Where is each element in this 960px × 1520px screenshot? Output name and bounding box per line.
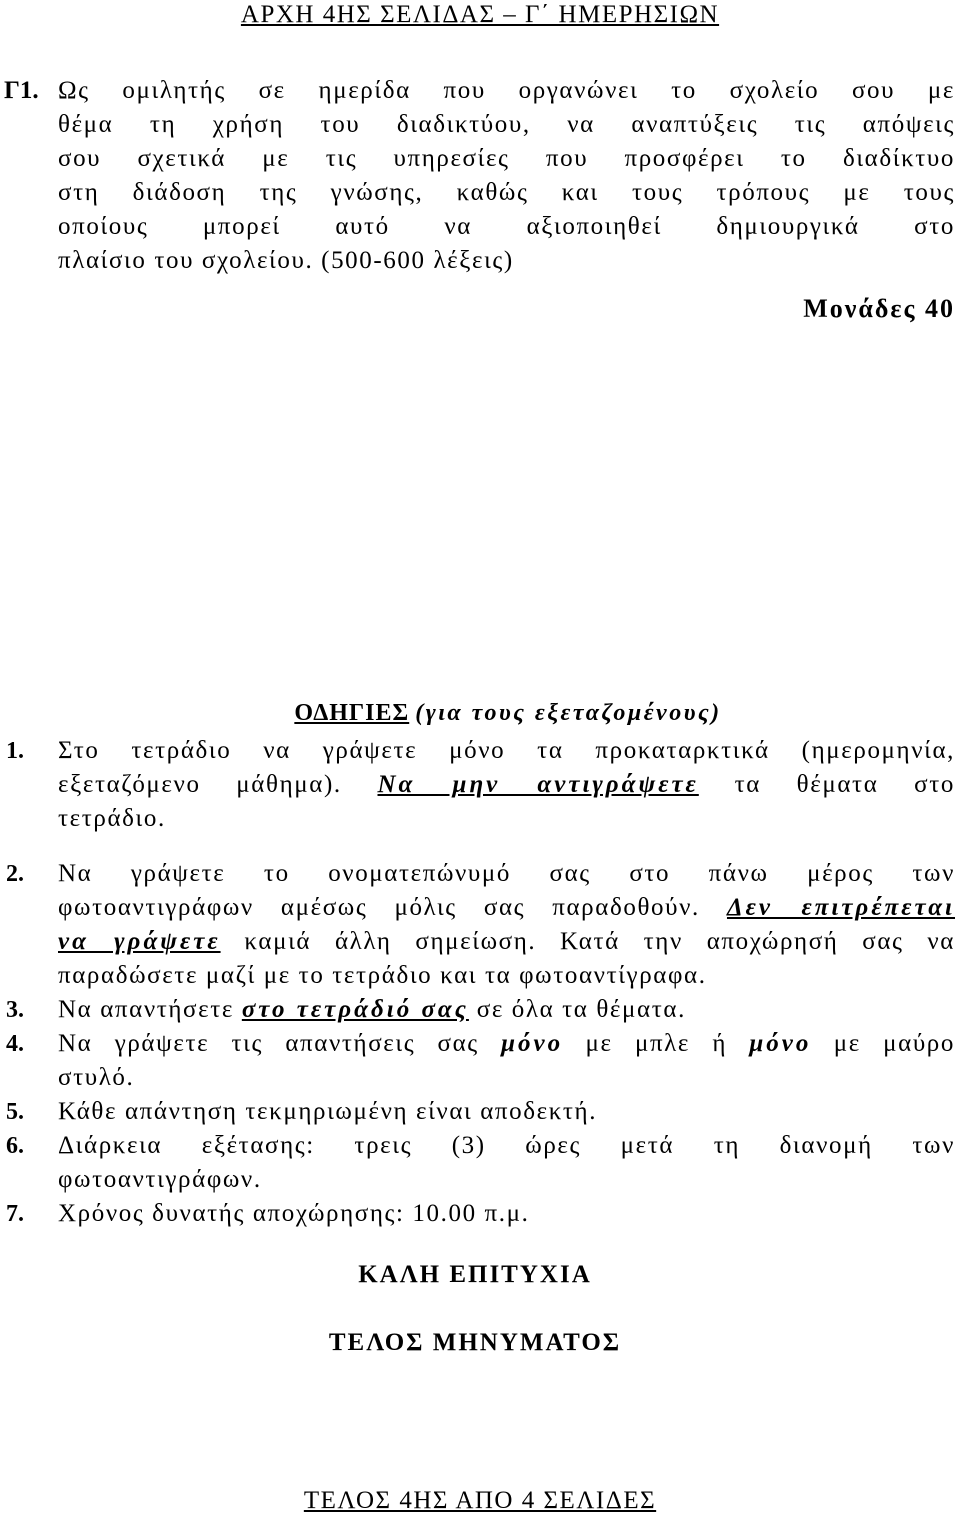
question-label: Γ1. <box>4 77 39 104</box>
item-2-line-1: Να γράψετε το ονοματεπώνυμό σας στο πάνω μέρος των <box>58 860 955 887</box>
marks-label: Μονάδες 40 <box>803 294 955 323</box>
item-4-emphasis-1: μόνο <box>501 1030 564 1057</box>
item-6-line-2: φωτοαντιγράφων. <box>58 1166 262 1193</box>
item-2-line-3 <box>58 925 955 959</box>
item-7-line-1: Χρόνος δυνατής αποχώρησης: 10.00 π.μ. <box>58 1200 530 1227</box>
item-1-emphasis: Να μην αντιγράψετε <box>377 771 699 798</box>
item-4-text-after: με μαύρο <box>833 1030 955 1057</box>
item-5-line-1: Κάθε απάντηση τεκμηριωμένη είναι αποδεκτή. <box>58 1098 598 1125</box>
item-number: 6. <box>6 1133 24 1159</box>
item-4-line-1 <box>58 1027 955 1061</box>
item-2-emphasis: Δεν επιτρέπεται <box>726 894 955 921</box>
item-3-line-1 <box>58 993 955 1027</box>
item-3-emphasis: στο τετράδιό σας <box>241 996 469 1023</box>
question-line-5: οποίους μπορεί αυτό να αξιοποιηθεί δημιουργικά στο <box>58 213 955 240</box>
item-4-emphasis-2: μόνο <box>749 1030 812 1057</box>
item-number: 5. <box>6 1099 24 1125</box>
item-2-line-4: παραδώσετε μαζί με το τετράδιο και τα φωτοαντίγραφα. <box>58 962 707 989</box>
item-number: 4. <box>6 1031 24 1057</box>
page-header: ΑΡΧΗ 4ΗΣ ΣΕΛΙΔΑΣ – Γ΄ ΗΜΕΡΗΣΙΩΝ <box>240 1 720 28</box>
question-line-6: πλαίσιο του σχολείου. (500-600 λέξεις) <box>58 247 514 274</box>
item-2-emphasis-2: να γράψετε <box>58 928 221 955</box>
question-line-3: σου σχετικά με τις υπηρεσίες που προσφέρει το διαδίκτυο <box>58 145 955 172</box>
question-line-1: Ως ομιλητής σε ημερίδα που οργανώνει το σχολείο σου με <box>58 77 955 104</box>
item-4-line-2: στυλό. <box>58 1064 135 1091</box>
item-4-text-mid: με μπλε ή <box>585 1030 727 1057</box>
instructions-title <box>0 697 960 729</box>
instructions-title-sub: (για τους εξεταζομένους) <box>415 700 722 726</box>
item-2-text-after: καμιά άλλη σημείωση. Κατά την αποχώρησή σας να <box>244 928 955 955</box>
page-footer: ΤΕΛΟΣ 4ΗΣ ΑΠΟ 4 ΣΕΛΙΔΕΣ <box>303 1487 657 1514</box>
end-message-text: ΤΕΛΟΣ ΜΗΝΥΜΑΤΟΣ <box>328 1329 622 1356</box>
good-luck-text: ΚΑΛΗ ΕΠΙΤΥΧΙΑ <box>358 1261 592 1288</box>
item-1-line-1: Στο τετράδιο να γράψετε μόνο τα προκαταρκτικά (ημερομηνία, <box>58 737 955 764</box>
item-4-text: Να γράψετε τις απαντήσεις σας <box>58 1030 479 1057</box>
item-number: 1. <box>6 738 24 764</box>
question-line-4: στη διάδοση της γνώσης, καθώς και τους τρόπους με τους <box>58 179 955 206</box>
item-1-line-2 <box>58 768 955 802</box>
item-3-text: Να απαντήσετε <box>58 996 234 1023</box>
item-2-line-2 <box>58 891 955 925</box>
item-number: 2. <box>6 861 24 887</box>
instructions-title-main: ΟΔΗΓΙΕΣ <box>294 700 410 726</box>
question-line-2: θέμα τη χρήση του διαδικτύου, να αναπτύξεις τις απόψεις <box>58 111 955 138</box>
item-1-text: εξεταζόμενο μάθημα). <box>58 771 342 798</box>
item-number: 7. <box>6 1201 24 1227</box>
item-2-text: φωτοαντιγράφων αμέσως μόλις σας παραδοθούν. <box>58 894 700 921</box>
item-6-line-1: Διάρκεια εξέτασης: τρεις (3) ώρες μετά τη διανομή των <box>58 1132 955 1159</box>
item-3-text-after: σε όλα τα θέματα. <box>476 996 686 1023</box>
item-1-text-after: τα θέματα στο <box>734 771 955 798</box>
item-1-line-3: τετράδιο. <box>58 805 166 832</box>
item-number: 3. <box>6 997 24 1023</box>
